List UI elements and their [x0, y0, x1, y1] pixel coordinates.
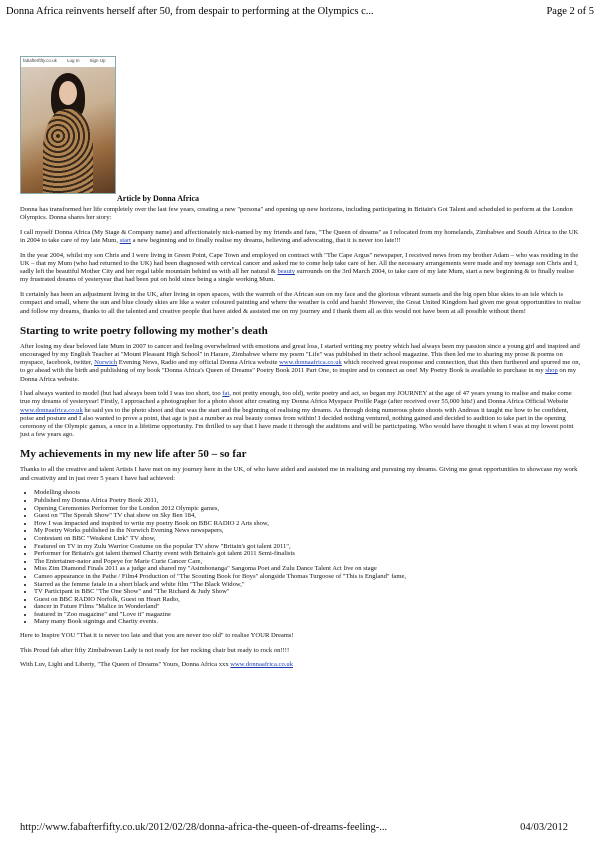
website-link[interactable]: www.donnaafrica.co.uk: [20, 406, 83, 414]
text-run: In the year 2004, whilst my son Chris and I were living in Green Point, Cape Town and employed on contract with "The Cape Argus" newspaper, I received news from my brother Adam – who was residing in the UK – that my Mum (who had returned to the UK) had been diagnosed with cervical cancer and asked me to come help take care of her. All the necessary arrangements were made and my teenage son Chris and I, sadly left the beautiful Mother City and her regal table mountain behind us with all her natural &: [20, 251, 579, 276]
paragraph-8: This Proud fab after fifty Zimbabwean Lady is not ready for her rocking chair but ready to rock on!!!!: [20, 646, 290, 654]
article-body: [20, 206, 582, 676]
page-number: Page 2 of 5: [546, 6, 594, 17]
thumbnail-site-name: fabafterfifty.co.uk: [23, 58, 57, 63]
list-item: • Featured on TV in my Zulu Warrior Costume on the popular TV show "Britain's got talent 2011",: [34, 543, 582, 551]
list-item: • My Poetry Works published in the Norwich Evening News newspapers,: [34, 527, 582, 535]
text-run: , not pretty enough, too old), write poetry and act, so began my JOURNEY at the age of 47 years young to realise and make come true my dreams of yesteryear! Firstly, I approached a photographer for a photo shoot after creating my Donna Africa Myspace Profile Page (after received over 55,000 hits!) and Donna Africa Official Website: [20, 390, 572, 406]
text-run: surrounds on the 3rd March 2004, to take care of my late Mum, start a new beginning & to finally realise my frustrated dreams of yesteryear that had been put on hold since being a single working Mum.: [20, 268, 574, 284]
section-heading-poetry: Starting to write poetry following my mother's death: [20, 324, 268, 337]
list-item: • featured in "Zoo magazine" and "Love it" magazine: [34, 611, 582, 619]
shop-link[interactable]: shop: [545, 367, 558, 375]
paragraph-3: It certainly has been an adjustment living in the UK, after living in open spaces, with the warmth of the African sun on my face and the glorious vibrant sunsets and the big open blue skies to an isle which is compact and small, where the sun and blue cloudy skies are like a water coloured painting and where the weather is cold and harsh! However, the Great United Kingdom had given me great opportunities to realise and follow my dreams, thanks to all the talented and creative people that have aided & assisted me on my journey and I thank them all as this would not have been at all possible without them!: [20, 291, 581, 315]
list-item: • Contestant on BBC "Weakest Link" TV show,: [34, 535, 582, 543]
list-item: • Guest on BBC RADIO Norfolk, Guest on Heart Radio,: [34, 596, 582, 604]
text-run: a new beginning and to finally realise my dreams, believing and advocating, that it is never too late!!!: [130, 237, 401, 245]
website-link[interactable]: www.donnaafrica.co.uk: [279, 359, 342, 367]
list-item: • Guest on "The Sporah Show" TV chat show on Sky Ben 184,: [34, 512, 582, 520]
list-item: • Miss Zim Diamond Finals 2011 as a judge and shared my "Asimbonanga" Sangoma Poet and Zulu Dance Talent Act live on stage: [34, 565, 582, 573]
list-item: • Cameo appearance in the Pathe / Film4 Production of "The Scouting Book for Boys" alongside Thomas Turgoose of "This is England" fame,: [34, 573, 582, 581]
section-heading-achievements: My achievements in my new life after 50 – so far: [20, 448, 247, 461]
beauty-link[interactable]: beauty: [277, 268, 296, 276]
start-link[interactable]: start: [119, 237, 131, 245]
text-run: Evening News, Radio and my official Donna Africa website: [117, 359, 280, 367]
portrait-leopard-outfit: [43, 109, 93, 193]
list-item: • Opening Ceremonies Performer for the London 2012 Olympic games,: [34, 505, 582, 513]
text-run: I call myself Donna Africa (My Stage & Company name) and affectionately nick-named by my friends and fans, "The Queen of dreams" as I relocated from my homelands, Zimbabwe and South Africa to the UK in 2004 to take care of my late Mum,: [20, 228, 579, 245]
paragraph-5: [20, 390, 582, 439]
portrait-face: [59, 81, 77, 105]
list-item: • Performer for Britain's got talent themed Charity event with Britain's got talent 2011 Semi-finalists: [34, 550, 582, 558]
text-run: With Luv, Light and Liberty, "The Queen of Dreams" Yours, Donna Africa xxx: [20, 661, 231, 669]
list-item: • Modelling shoots: [34, 489, 582, 497]
portrait-image: [21, 67, 115, 193]
document-title: Donna Africa reinvents herself after 50, from despair to performing at the Olympics c...: [6, 6, 374, 17]
text-run: After losing my dear beloved late Mum in 2007 to cancer and feeling overwhelmed with emotions and great loss, I started writing my poetry which had always been my passion since a young girl and inspired and encouraged by my English Teacher at "Mount Pleasant High School" in Harare, Zimbabwe where my poem "Life" was published in their school magazine. This then led me to sharing my prose & poems on myspace, facebook, twitter,: [20, 342, 580, 367]
list-item: • How I was impacted and inspired to write my poetry Book on BBC RADIO 2 Arts show,: [34, 520, 582, 528]
signoff-paragraph: [20, 661, 582, 669]
thumbnail-signup-link[interactable]: Sign Up: [89, 58, 106, 63]
intro-paragraph: Donna has transformed her life completely over the last few years, creating a new "persona" and opening up new horizons, including participating in Britain's Got Talent and scheduled to perform at the London Olympics. Donna shares her story:: [20, 206, 573, 222]
website-link[interactable]: www.donnaafrica.co.uk: [230, 661, 294, 669]
paragraph-2: [20, 252, 582, 285]
footer-url: http://www.fabafterfifty.co.uk/2012/02/28/donna-africa-the-queen-of-dreams-feeling-...: [20, 822, 388, 833]
page-header: [6, 6, 594, 17]
page-footer: [20, 822, 568, 833]
footer-date: 04/03/2012: [520, 822, 568, 833]
list-item: • dancer in Future Films "Malice in Wonderland": [34, 603, 582, 611]
text-run: on my Donna Africa website.: [20, 367, 577, 383]
text-run: he said yes to the photo shoot and that was the start and the beginning of realising my dreams. As through doing numerous photo shoots with Andreas it taught me how to be confident, poise and posture and I also wanted to prove a point, that age is just a number as real beauty comes from within! I decided nothing ventured, nothing gained and decided to audition to take part in the opening ceremony of the Olympic games, a once in a lifetime opportunity. I'm thrilled to say that I have made it through the auditions and will be participating. Who would have thought it when I was at my lowest point just a few years ago.: [20, 406, 574, 439]
thumbnail-login-link[interactable]: Log In: [66, 58, 80, 63]
article-byline: Article by Donna Africa: [117, 194, 199, 203]
norwich-link[interactable]: Norwich: [94, 359, 118, 367]
paragraph-1: [20, 229, 582, 245]
list-item: • Many many Book signings and Charity events.: [34, 618, 582, 626]
list-item: • Published my Donna Africa Poetry Book 2011,: [34, 497, 582, 505]
fat-link[interactable]: fat: [222, 390, 230, 398]
paragraph-4: [20, 343, 582, 384]
text-run: I had always wanted to model (but had always been told I was too short, too: [20, 390, 223, 398]
paragraph-6: Thanks to all the creative and talent Artists I have met on my journey here in the UK, of who have aided and assisted me in realising and pursuing my dreams. Giving me great opportunities to showcase my work and creativity and in just over 5 years I have had achieved:: [20, 466, 578, 482]
author-photo: [20, 56, 116, 194]
achievements-list: [20, 489, 582, 626]
text-run: which received great response and connection, that this then furthered and spurred me on, to go ahead with the birth and publishing of my book "Donna Africa's Queen of Dreams" Poetry Book 2011 Part One, to inspire and to connect as one! My Poetry Book is available to purchase in my: [20, 359, 581, 375]
list-item: • Starred as the femme fatale in a short black and white film "The Black Widow,": [34, 581, 582, 589]
paragraph-7: Here to Inspire YOU "That it is never too late and that you are never too old" to realise YOUR Dreams!: [20, 632, 294, 640]
list-item: • The Entertainer-nator and Popeye for Marie Curie Cancer Care,: [34, 558, 582, 566]
list-item: • TV Participant in BBC "The One Show" and "The Richard & Judy Show": [34, 588, 582, 596]
